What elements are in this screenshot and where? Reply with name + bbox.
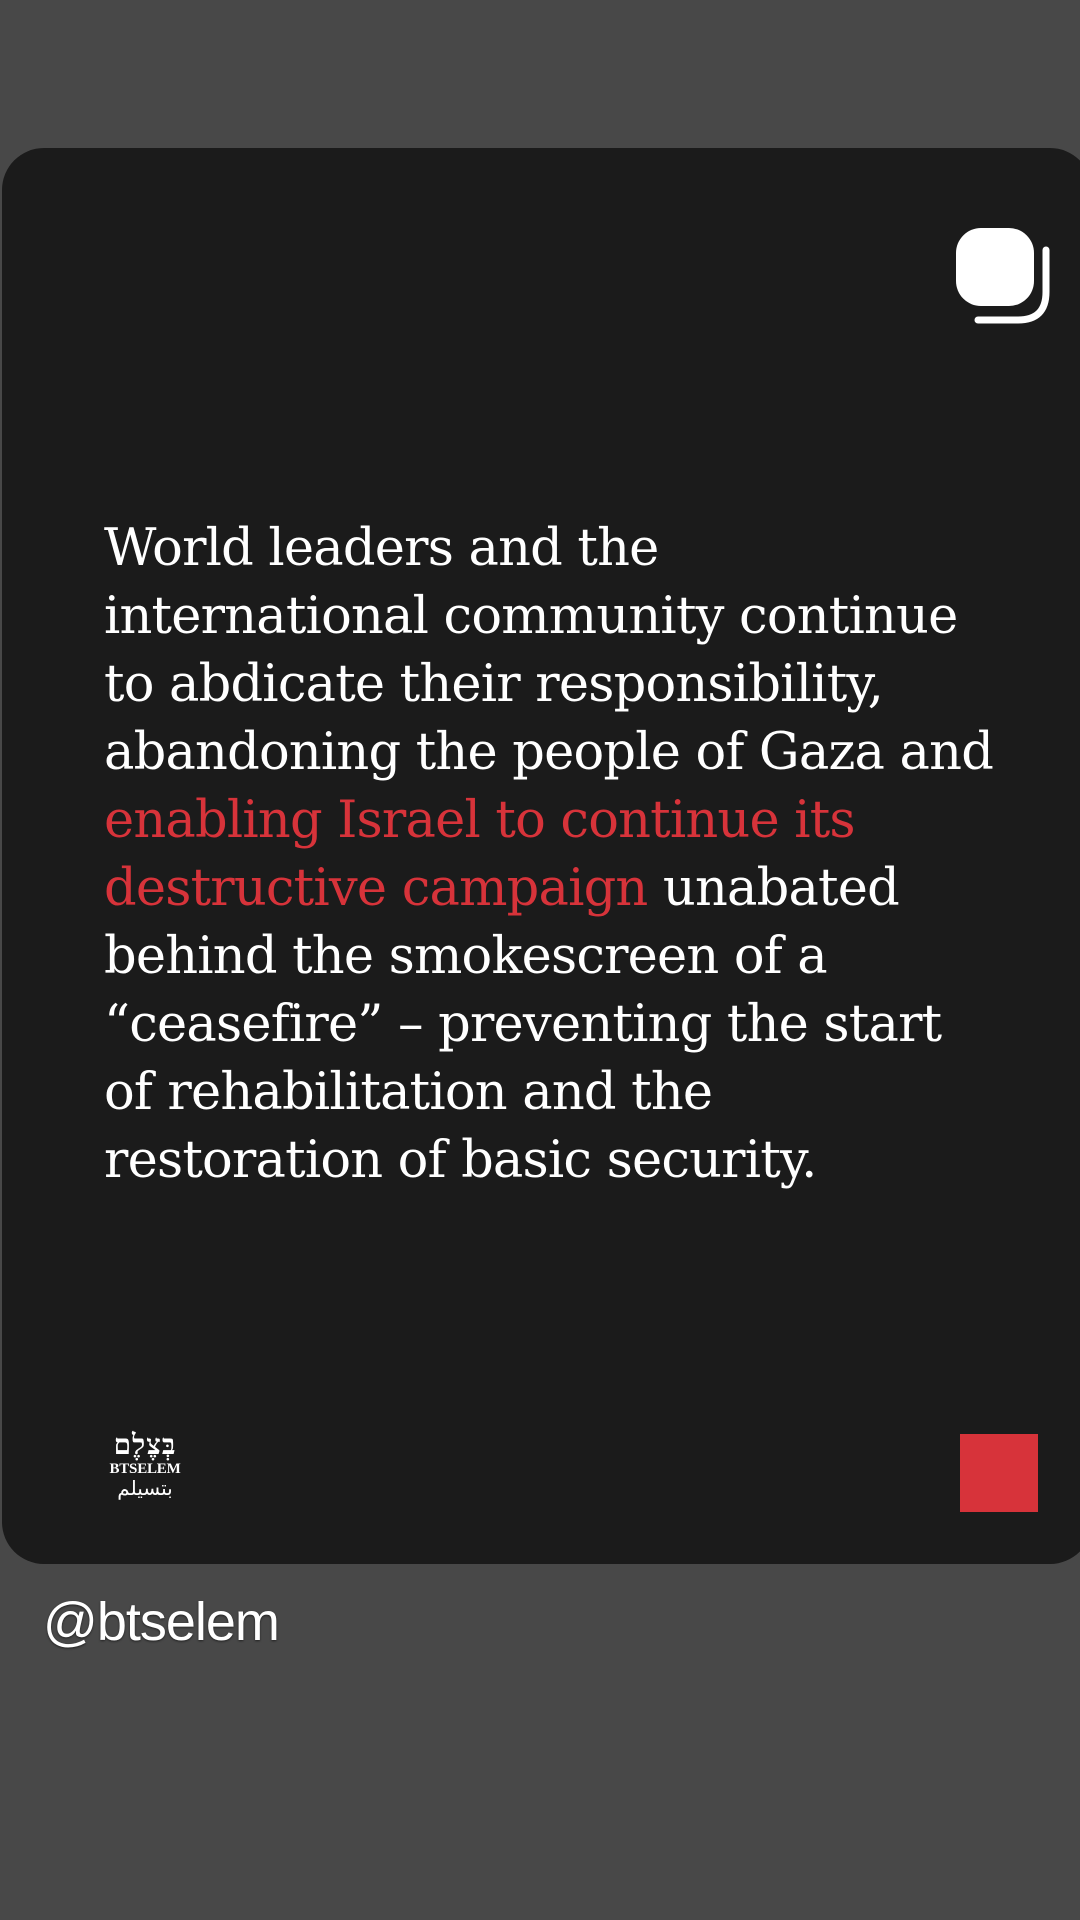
quote-line	[104, 991, 1024, 1059]
quote-text-segment: restoration of basic security.	[104, 1131, 817, 1190]
quote-text-segment: unabated	[647, 859, 899, 918]
quote-text-segment: behind the smokescreen of a	[104, 927, 827, 986]
quote-text-segment: to abdicate their responsibility,	[104, 655, 884, 714]
highlighted-phrase: destructive campaign	[104, 859, 648, 918]
quote-line	[104, 923, 1024, 991]
quote-line	[104, 651, 1024, 719]
quote-line	[104, 787, 1024, 855]
quote-text-segment: “ceasefire” – preventing the start	[104, 995, 942, 1054]
account-handle[interactable]: @btselem	[43, 1592, 279, 1652]
quote-line	[104, 1059, 1024, 1127]
quote-line	[104, 855, 1024, 923]
quote-text-segment: abandoning the people of Gaza and	[104, 723, 994, 782]
highlighted-phrase: enabling Israel to continue its	[104, 791, 855, 850]
sticker-icon[interactable]	[950, 224, 1056, 330]
red-square	[960, 1434, 1038, 1512]
quote-line	[104, 515, 1024, 583]
quote-text-segment: World leaders and the	[104, 519, 659, 578]
quote-line	[104, 719, 1024, 787]
quote-text	[104, 515, 1024, 1195]
logo-arabic-text: بتسيلم	[117, 1476, 173, 1500]
quote-line	[104, 583, 1024, 651]
logo-latin-text: BTSELEM	[109, 1461, 181, 1477]
logo-hebrew-text: בְּצֶלֶם	[113, 1428, 177, 1461]
quote-text-segment: international community continue	[104, 587, 958, 646]
btselem-logo	[100, 1429, 190, 1511]
quote-line	[104, 1127, 1024, 1195]
quote-text-segment: of rehabilitation and the	[104, 1063, 713, 1122]
